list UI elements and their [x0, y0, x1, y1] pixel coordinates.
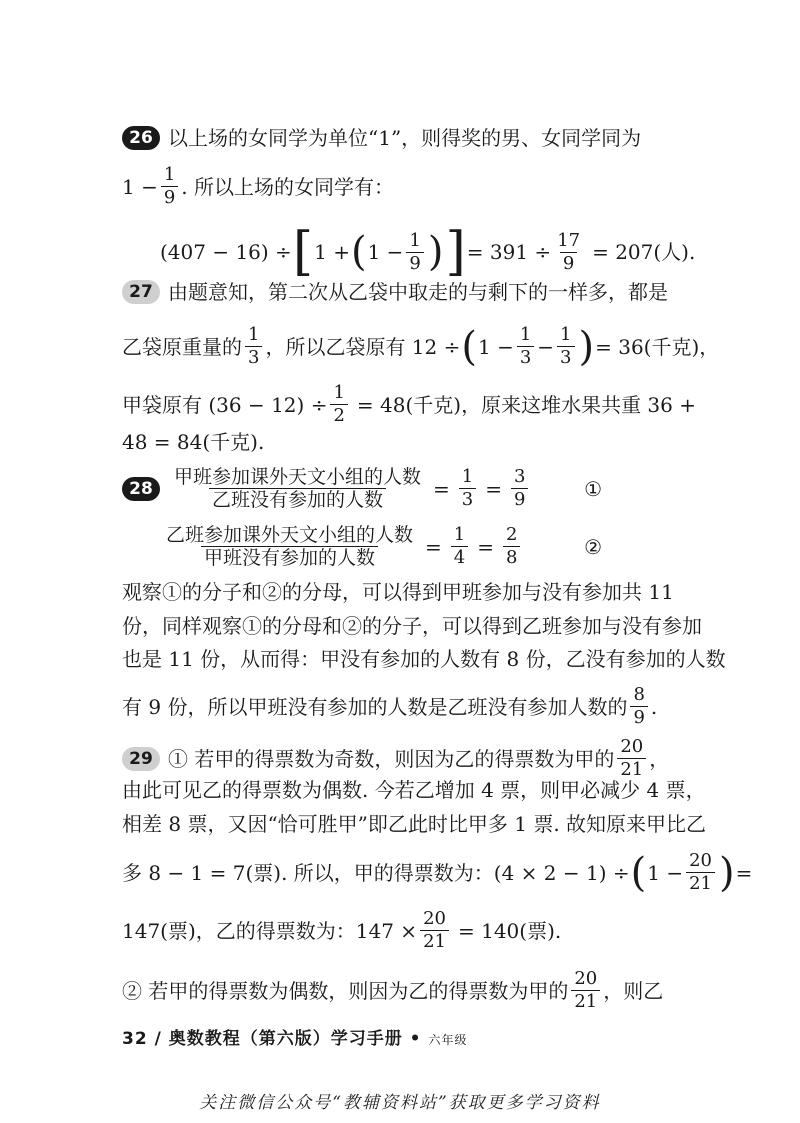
- p27-line-2: 乙袋原重量的 $\frac{1}{3}$ ，所以乙袋原有 12 ÷ ( 1 − $\frac{1}{3}$ − $\frac{1}{3}$ ) = 36(千克)，: [122, 323, 720, 370]
- fraction: $\frac{1}{3}$: [245, 324, 262, 369]
- fraction: $\frac{1}{2}$: [330, 382, 347, 427]
- p29-line-6: ② 若甲的得票数为偶数，则因为乙的得票数为甲的 $\frac{20}{21}$ ，则乙: [122, 968, 664, 1012]
- p26-calculation: (407 − 16) ÷ [ 1 + ( 1 − $\frac{1}{9}$ ) ] = 391 ÷ $\frac{17}{9}$ = 207(人).: [160, 222, 696, 282]
- fraction: $\frac{1}{3}$: [517, 324, 534, 369]
- p29-line-2: 由此可见乙的得票数为偶数. 今若乙增加 4 票，则甲必减少 4 票，: [122, 778, 706, 802]
- problem-number-27: 27: [122, 280, 160, 304]
- p28-text-3: 也是 11 份，从而得：甲没有参加的人数有 8 份，乙没有参加的人数: [122, 647, 726, 671]
- bottom-note: 关注微信公众号“教辅资料站”获取更多学习资料: [199, 1093, 601, 1113]
- equation-mark-1: ①: [584, 476, 602, 501]
- fraction: $\frac{1}{3}$: [459, 466, 476, 511]
- p28-text-4: 有 9 份，所以甲班没有参加的人数是乙班没有参加人数的 $\frac{8}{9}$ .: [122, 684, 658, 728]
- equation-mark-2: ②: [584, 534, 602, 559]
- fraction: $\frac{2}{8}$: [503, 524, 520, 569]
- grade-label: 六年级: [428, 1033, 468, 1047]
- p29-line-4: 多 8 − 1 = 7(票). 所以，甲的得票数为：(4 × 2 − 1) ÷ ( 1 − $\frac{20}{21}$ ) =: [122, 849, 753, 896]
- page-footer: 32 / 奥数教程（第六版）学习手册 • 六年级: [122, 1029, 468, 1049]
- problem-number-29: 29: [122, 747, 160, 771]
- fraction: $\frac{20}{21}$: [571, 968, 600, 1013]
- fraction: $\frac{1}{9}$: [406, 230, 423, 275]
- p28-text-1: 观察①的分子和②的分母，可以得到甲班参加与没有参加共 11: [122, 580, 674, 604]
- fraction: $\frac{3}{9}$: [511, 466, 528, 511]
- fraction: $\frac{1}{9}$: [161, 164, 178, 209]
- p26-line-2: 1 − $\frac{1}{9}$ . 所以上场的女同学有：: [122, 164, 395, 208]
- fraction: $\frac{17}{9}$: [557, 229, 581, 274]
- p27-line-4: 48 = 84(千克).: [122, 430, 265, 454]
- fraction: $\frac{20}{21}$: [420, 908, 449, 953]
- fraction: $\frac{\text{甲班参加课外天文小组的人数}}{\text{乙班没有参加的人数}}$: [174, 466, 422, 511]
- p29-line-1: 29 ① 若甲的得票数为奇数，则因为乙的得票数为甲的 $\frac{20}{21}$ ，: [122, 736, 720, 781]
- p27-line-1: 27 由题意知，第二次从乙袋中取走的与剩下的一样多，都是: [122, 278, 720, 306]
- fraction: $\frac{1}{4}$: [451, 524, 468, 569]
- book-title: 奥数教程（第六版）学习手册: [168, 1029, 403, 1049]
- fraction: $\frac{20}{21}$: [617, 736, 646, 781]
- p28-equation-2: $\frac{\text{乙班参加课外天文小组的人数}}{\text{甲班没有参加的人数}}$ = $\frac{1}{4}$ = $\frac{2}{8}$ ②: [160, 524, 720, 569]
- fraction: $\frac{1}{3}$: [557, 324, 574, 369]
- p26-line-1: 26 以上场的女同学为单位“1”，则得奖的男、女同学同为: [122, 124, 720, 152]
- problem-number-28: 28: [122, 477, 160, 501]
- p28-text-2: 份，同样观察①的分母和②的分子，可以得到乙班参加与没有参加: [122, 614, 702, 638]
- fraction: $\frac{8}{9}$: [630, 684, 647, 729]
- fraction: $\frac{20}{21}$: [686, 850, 715, 895]
- p29-line-3: 相差 8 票，又因“恰可胜甲”即乙此时比甲多 1 票. 故知原来甲比乙: [122, 812, 707, 836]
- p27-line-3: 甲袋原有 (36 − 12) ÷ $\frac{1}{2}$ = 48(千克)，原来这堆水果共重 36 +: [122, 382, 696, 426]
- p28-equation-1: 28 $\frac{\text{甲班参加课外天文小组的人数}}{\text{乙班没有参加的人数}}$ = $\frac{1}{3}$ = $\frac{3}{9}$ ①: [122, 466, 720, 511]
- fraction: $\frac{\text{乙班参加课外天文小组的人数}}{\text{甲班没有参加的人数}}$: [166, 524, 414, 569]
- p29-line-5: 147(票)，乙的得票数为：147 × $\frac{20}{21}$ = 140(票).: [122, 908, 562, 952]
- page-number: 32: [122, 1029, 148, 1049]
- problem-number-26: 26: [122, 126, 160, 150]
